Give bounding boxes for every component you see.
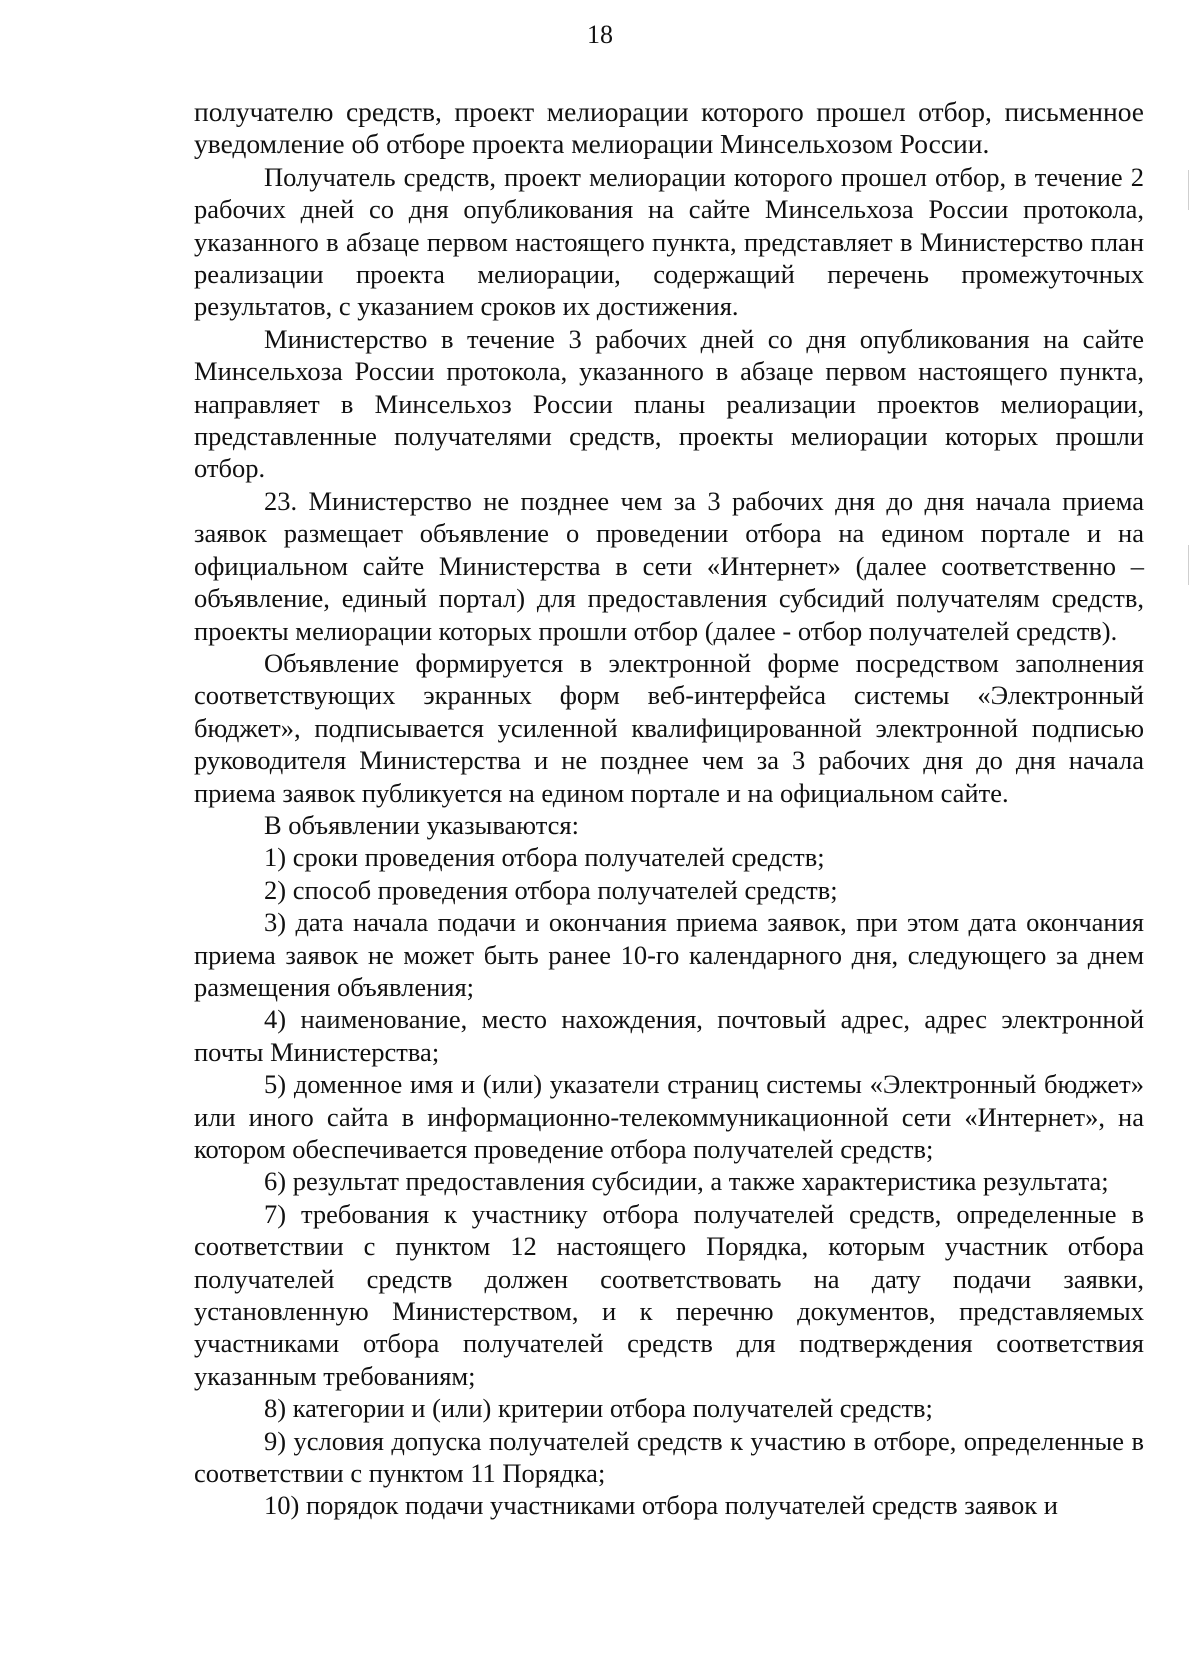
list-item: 5) доменное имя и (или) указатели страниц системы «Электронный бюджет» или иного сайта в информационно-телекоммуникационной сети «Интернет», на котором обеспечивается проведение отбора получателей средств; [194, 1069, 1144, 1164]
list-item: 6) результат предоставления субсидии, а также характеристика результата; [264, 1166, 1109, 1197]
list-item: 3) дата начала подачи и окончания приема заявок, при этом дата окончания приема заявок не может быть ранее 10-го календарного дня, следующего за днем размещения объявления; [194, 907, 1144, 1002]
scan-margin-mark [1188, 170, 1189, 210]
page-number: 18 [587, 20, 613, 49]
list-item: 1) сроки проведения отбора получателей средств; [264, 842, 825, 873]
document-body [194, 96, 1144, 1522]
paragraph-clause-23: 23. Министерство не позднее чем за 3 рабочих дня до дня начала приема заявок размещает объявление о проведении отбора на едином портале и на официальном сайте Министерства в сети «Интернет» (далее соответственно – объявление, единый портал) для предоставления субсидий получателям средств, проекты мелиорации которых прошли отбор (далее - отбор получателей средств). [194, 485, 1144, 646]
scan-margin-mark [1188, 545, 1189, 585]
paragraph-continuation: получателю средств, проект мелиорации которого прошел отбор, письменное уведомление об отборе проекта мелиорации Минсельхозом России. [194, 96, 1144, 160]
list-item: 10) порядок подачи участниками отбора получателей средств заявок и [264, 1490, 1058, 1521]
list-item: 4) наименование, место нахождения, почтовый адрес, адрес электронной почты Министерства; [194, 1004, 1144, 1067]
list-item: 8) категории и (или) критерии отбора получателей средств; [264, 1393, 933, 1424]
list-item: 9) условия допуска получателей средств к участию в отборе, определенные в соответствии с пунктом 11 Порядка; [194, 1425, 1144, 1489]
paragraph: Министерство в течение 3 рабочих дней со дня опубликования на сайте Минсельхоза России протокола, указанного в абзаце первом настоящего пункта, направляет в Минсельхоз России планы реализации проектов мелиорации, представленные получателями средств, проекты мелиорации которых прошли отбор. [194, 323, 1144, 484]
list-intro: В объявлении указываются: [264, 809, 579, 840]
list-item: 7) требования к участнику отбора получателей средств, определенные в соответствии с пунктом 12 настоящего Порядка, которым участник отбора получателей средств должен соответствовать на дату подачи заявки, установленную Министерством, и к перечню документов, представляемых участниками отбора получателей средств для подтверждения соответствия указанным требованиям; [194, 1198, 1144, 1391]
list-item: 2) способ проведения отбора получателей средств; [264, 874, 838, 905]
paragraph: Объявление формируется в электронной форме посредством заполнения соответствующих экранных форм веб-интерфейса системы «Электронный бюджет», подписывается усиленной квалифицированной электронной подписью руководителя Министерства и не позднее чем за 3 рабочих дня до дня начала приема заявок публикуется на едином портале и на официальном сайте. [194, 647, 1144, 808]
paragraph: Получатель средств, проект мелиорации которого прошел отбор, в течение 2 рабочих дней со дня опубликования на сайте Минсельхоза России протокола, указанного в абзаце первом настоящего пункта, представляет в Министерство план реализации проекта мелиорации, содержащий перечень промежуточных результатов, с указанием сроков их достижения. [194, 161, 1144, 322]
